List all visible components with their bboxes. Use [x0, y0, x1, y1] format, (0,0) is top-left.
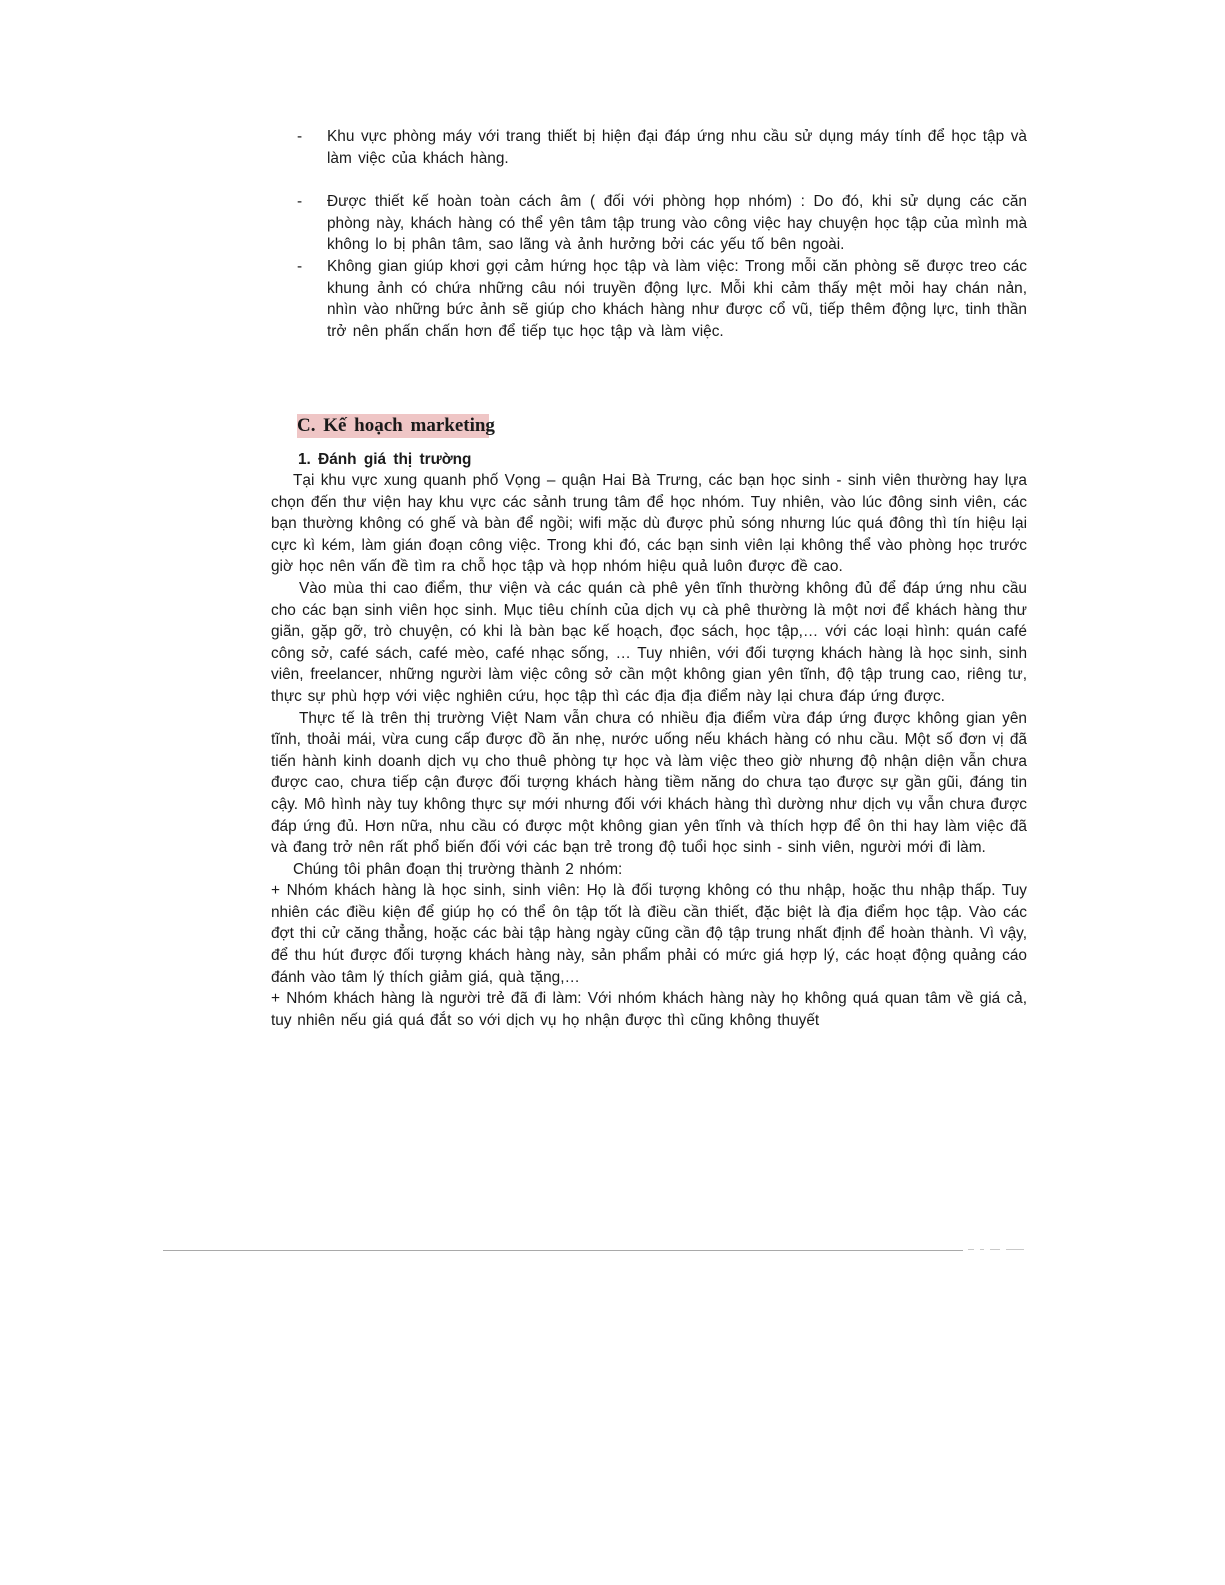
bullet-item	[297, 256, 1027, 342]
bullet-item	[297, 126, 1027, 169]
footer-mark-dash	[990, 1249, 1000, 1250]
paragraph: Vào mùa thi cao điểm, thư viện và các quán cà phê yên tĩnh thường không đủ để đáp ứng nhu cầu cho các bạn sinh viên học sinh. Mục tiêu chính của dịch vụ cà phê thường là một nơi để khách hàng thư giãn, gặp gỡ, trò chuyện, có khi là bàn bạc kế hoạch, đọc sách, học tập,… với các loại hình: quán café công sở, café sách, café mèo, café nhạc sống, … Tuy nhiên, với đối tượng khách hàng là học sinh, sinh viên, freelancer, những người làm việc công sở cần một không gian yên tĩnh, độ tập trung cao, riêng tư, thực sự phù hợp với việc nghiên cứu, học tập thì các địa địa điểm này lại chưa đáp ứng được.	[271, 579, 1027, 705]
section-heading	[297, 413, 507, 439]
paragraph: Chúng tôi phân đoạn thị trường thành 2 nhóm:	[293, 860, 623, 878]
body-text	[271, 470, 1027, 1031]
footer-mark-dash	[968, 1249, 974, 1250]
footer-mark-dash	[1006, 1249, 1024, 1250]
footer-mark	[968, 1248, 1050, 1251]
footer-mark-dash	[980, 1249, 984, 1250]
footer-rule	[163, 1250, 963, 1251]
paragraph: Tại khu vực xung quanh phố Vọng – quận Hai Bà Trưng, các bạn học sinh - sinh viên thường hay lựa chọn đến thư viện hay khu vực các sảnh trung tâm để học nhóm. Tuy nhiên, vào lúc đông sinh viên, các bạn thường không có ghế và bàn để ngồi; wifi mặc dù được phủ sóng nhưng lúc quá đông thì tín hiệu lại cực kì kém, làm gián đoạn công việc. Trong khi đó, các bạn sinh viên lại không thể vào phòng học trước giờ học nên vấn đề tìm ra chỗ học tập và họp nhóm hiệu quả luôn được đề cao.	[271, 472, 1027, 576]
bullet-dash: -	[297, 193, 303, 211]
bullet-text: Khu vực phòng máy với trang thiết bị hiện đại đáp ứng nhu cầu sử dụng máy tính để học tập và làm việc của khách hàng.	[327, 128, 1027, 167]
bullet-text: Không gian giúp khơi gợi cảm hứng học tập và làm việc: Trong mỗi căn phòng sẽ được treo các khung ảnh có chứa những câu nói truyền động lực. Mỗi khi cảm thấy mệt mỏi hay chán nản, nhìn vào những bức ảnh sẽ giúp cho khách hàng như được cổ vũ, tiếp thêm động lực, tinh thần trở nên phấn chấn hơn để tiếp tục học tập và làm việc.	[327, 257, 1027, 340]
bullet-dash: -	[297, 128, 303, 145]
bullet-dash: -	[297, 257, 303, 275]
paragraph: + Nhóm khách hàng là người trẻ đã đi làm: Với nhóm khách hàng này họ không quá quan tâm về giá cả, tuy nhiên nếu giá quá đắt so với dịch vụ họ nhận được thì cũng không thuyết	[271, 990, 1027, 1029]
section-heading-text: C. Kế hoạch marketing	[297, 415, 495, 436]
paragraph: + Nhóm khách hàng là học sinh, sinh viên: Họ là đối tượng không có thu nhập, hoặc thu nhập thấp. Tuy nhiên các điều kiện để giúp họ có thể ôn tập tốt là điều cần thiết, đặc biệt là địa điểm học tập. Vào các đợt thi cử căng thẳng, hoặc các bài tập hàng ngày cũng cần độ tập trung nhất định để hoàn thành. Vì vậy, để thu hút được đối tượng khách hàng này, sản phẩm phải có mức giá hợp lý, các hoạt động quảng cáo đánh vào tâm lý thích giảm giá, quà tặng,…	[271, 882, 1027, 986]
feature-bullet-list	[297, 126, 1027, 342]
bullet-text: Được thiết kế hoàn toàn cách âm ( đối với phòng họp nhóm) : Do đó, khi sử dụng các căn phòng này, khách hàng có thể yên tâm tập trung vào công việc hay chuyện học tập của mình mà không lo bị phân tâm, sao lãng và ảnh hưởng bởi các yếu tố bên ngoài.	[327, 193, 1027, 254]
subsection-heading: 1. Đánh giá thị trường	[298, 451, 472, 468]
paragraph: Thực tế là trên thị trường Việt Nam vẫn chưa có nhiều địa điểm vừa đáp ứng được không gian yên tĩnh, thoải mái, vừa cung cấp được đồ ăn nhẹ, nước uống nếu khách hàng có nhu cầu. Một số đơn vị đã tiến hành kinh doanh dịch vụ cho thuê phòng tự học và làm việc theo giờ nhưng độ nhận diện vẫn chưa được cao, chưa tiếp cận được đối tượng khách hàng tiềm năng do chưa tạo được sự gần gũi, đáng tin cậy. Mô hình này tuy không thực sự mới nhưng đối với khách hàng thì dường như dịch vụ vẫn chưa được đáp ứng đủ. Hơn nữa, nhu cầu có được một không gian yên tĩnh và thích hợp để ôn thi hay làm việc đã và đang trở nên rất phổ biến đối với các bạn trẻ trong độ tuổi học sinh - sinh viên, người mới đi làm.	[271, 709, 1027, 857]
bullet-item	[297, 191, 1027, 256]
